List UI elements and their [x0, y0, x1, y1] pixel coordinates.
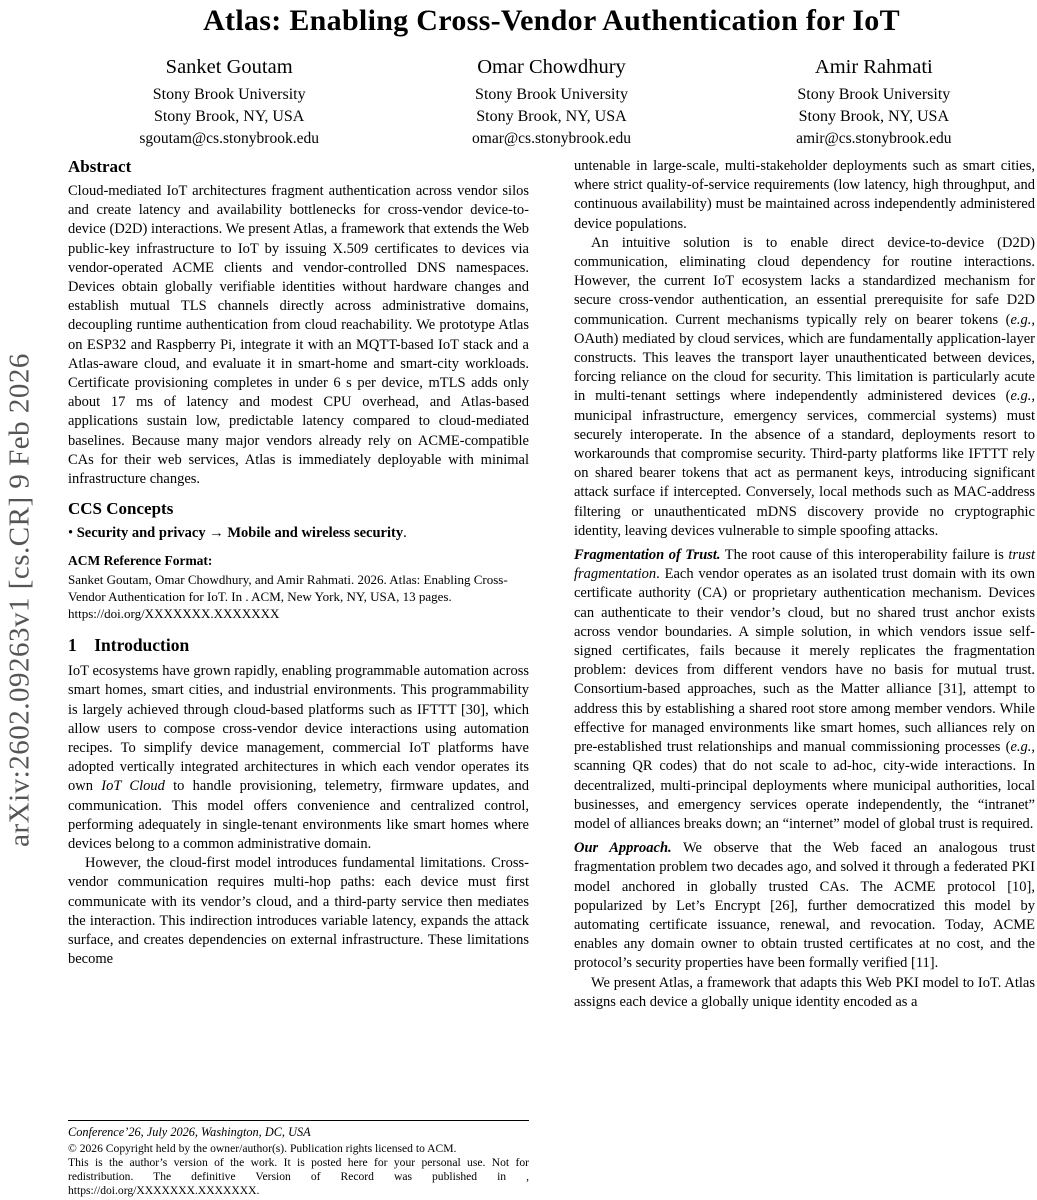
author-location: Stony Brook, NY, USA — [153, 108, 305, 125]
version-note: This is the author’s version of the work. It is posted here for your personal use. Not for redistribution. The definitive Version of Record was published in , https://doi.org/XXXXXXX.XXXXXXX. — [68, 1156, 529, 1198]
footnote-rule — [68, 1120, 529, 1121]
continuation-paragraph: untenable in large-scale, multi-stakeholder deployments such as smart cities, where strict quality-of-service requirements (low latency, high throughput, and continuous availability) must be maintained across independently administered device populations. — [574, 158, 1035, 232]
paper-header — [68, 0, 1035, 150]
atlas-paragraph: We present Atlas, a framework that adapts this Web PKI model to IoT. Atlas assigns each device a globally unique identity encoded as a — [574, 974, 1035, 1010]
introduction-heading: 1 Introduction — [68, 635, 190, 656]
paper-title: Atlas: Enabling Cross-Vendor Authentication for IoT — [203, 4, 900, 37]
author-name: Omar Chowdhury — [477, 56, 626, 78]
author-email[interactable]: sgoutam@cs.stonybrook.edu — [139, 130, 319, 147]
approach-paragraph: Our Approach. We observe that the Web faced an analogous trust fragmentation problem two decades ago, and solved it through a federated PKI model anchored in globally trusted CAs. The ACME protocol [10], popularized by Let’s Encrypt [26], further democratized this model by automating certificate issuance, renewal, and revocation. Today, ACME enables any domain owner to obtain trusted certificates at no cost, and the protocol’s security properties have been formally verified [11]. — [574, 840, 1035, 972]
two-column-body — [68, 157, 1035, 1200]
fragmentation-paragraph: Fragmentation of Trust. The root cause of this interoperability failure is trust fragmentation. Each vendor operates as an isolated trust domain with its own certificate authority (CA) or proprietary authentication mechanism. Devices can authenticate to their vendor’s cloud, but no shared trust anchor exists across vendor boundaries. A simple solution, in which vendors issue self-signed certificates, fails because it merely replicates the fragmentation problem: devices from different vendors have no basis for mutual trust. Consortium-based approaches, such as the Matter alliance [31], attempt to address this by establishing a shared root store among member vendors. While effective for managed environments like smart homes, such alliances rely on pre-established trust relationships and manual commissioning processes (e.g., scanning QR codes) that do not scale to ad-hoc, city-wide interactions. In decentralized, multi-principal deployments where municipal authorities, local businesses, and emergency services operate independently, the “intranet” model of alliances breaks down; an “internet” model of global trust is required. — [574, 547, 1035, 832]
author-block — [713, 56, 1035, 150]
author-location: Stony Brook, NY, USA — [798, 108, 950, 125]
arxiv-watermark: arXiv:2602.09263v1 [cs.CR] 9 Feb 2026 — [3, 353, 36, 847]
author-affiliation: Stony Brook University — [797, 86, 951, 103]
authors-row — [68, 56, 1035, 150]
footnote-block — [68, 1120, 529, 1198]
left-column — [68, 157, 529, 1200]
author-block — [68, 56, 390, 150]
doi-link[interactable]: https://doi.org/XXXXXXX.XXXXXXX — [68, 605, 280, 621]
right-column — [574, 157, 1035, 1200]
acm-reference-text: Sanket Goutam, Omar Chowdhury, and Amir Rahmati. 2026. Atlas: Enabling Cross-Vendor Authentication for IoT. In . ACM, New York, NY, USA, 13 pages. — [68, 572, 508, 605]
author-location: Stony Brook, NY, USA — [476, 108, 627, 125]
intro-paragraph-2: However, the cloud-first model introduces fundamental limitations. Cross-vendor communication requires multi-hop paths: each device must first communicate with its vendor’s cloud, and a third-party service then mediates the interaction. This indirection introduces variable latency, expands the attack surface, and creates dependencies on external infrastructure. These limitations become — [68, 855, 529, 968]
author-email[interactable]: amir@cs.stonybrook.edu — [796, 130, 952, 147]
acm-reference-heading: ACM Reference Format: — [68, 553, 213, 569]
author-email[interactable]: omar@cs.stonybrook.edu — [472, 130, 631, 147]
d2d-paragraph: An intuitive solution is to enable direct device-to-device (D2D) communication, eliminating cloud dependency for routine interactions. However, the current IoT ecosystem lacks a standardized mechanism for secure cross-vendor authentication, an essential prerequisite for safe D2D communication. Current mechanisms typically rely on bearer tokens (e.g., OAuth) mediated by cloud services, which are fundamentally application-layer constructs. This leaves the transport layer unauthenticated between devices, forcing reliance on the cloud for security. This limitation is particularly acute in multi-tenant settings where independently administered devices (e.g., municipal infrastructure, emergency services, commercial systems) must securely interoperate. In the absence of a standard, deployments resort to workarounds that compromise security. Third-party platforms like IFTTT rely on shared bearer tokens that act as permanent keys, introducing significant attack surface if intercepted. Conversely, local methods such as MAC-address filtering or unauthenticated mDNS discovery provide no cryptographic identity, leaving devices vulnerable to simple spoofing attacks. — [574, 234, 1035, 539]
conference-note: Conference’26, July 2026, Washington, DC, USA — [68, 1125, 311, 1140]
author-affiliation: Stony Brook University — [152, 86, 306, 103]
ccs-heading: CCS Concepts — [68, 499, 174, 519]
abstract-heading: Abstract — [68, 157, 132, 176]
author-block — [390, 56, 712, 150]
author-name: Amir Rahmati — [814, 56, 933, 78]
ccs-text: • Security and privacy → Mobile and wireless security. — [68, 525, 407, 542]
author-affiliation: Stony Brook University — [475, 86, 628, 103]
copyright-note: © 2026 Copyright held by the owner/author(s). Publication rights licensed to ACM. — [68, 1142, 457, 1156]
author-name: Sanket Goutam — [165, 56, 293, 78]
intro-paragraph-1: IoT ecosystems have grown rapidly, enabling programmable automation across smart homes, smart cities, and industrial environments. This programmability is largely achieved through cloud-based platforms such as IFTTT [30], which allow users to compose cross-vendor device interactions using automation recipes. To simplify device management, commercial IoT platforms have adopted vertically integrated architectures in which each vendor operates its own IoT Cloud to handle provisioning, telemetry, firmware updates, and communication. This model offers convenience and centralized control, performing adequately in single-tenant environments like smart homes where devices belong to a common administrative domain. — [68, 663, 529, 853]
abstract-text: Cloud-mediated IoT architectures fragment authentication across vendor silos and create latency and availability bottlenecks for cross-vendor device-to-device (D2D) interactions. We present Atlas, a framework that extends the Web public-key infrastructure to IoT by issuing X.509 certificates to devices via vendor-operated ACME clients and vendor-controlled DNS namespaces. Devices obtain globally verifiable identities without hardware changes and establish mutual TLS channels directly across administrative domains, decoupling runtime authentication from cloud reachability. We prototype Atlas on ESP32 and Raspberry Pi, integrate it with an MQTT-based IoT stack and a Atlas-aware cloud, and evaluate it in smart-home and smart-city workloads. Certificate provisioning completes in under 6 s per device, mTLS adds only about 17 ms of latency and modest CPU overhead, and Atlas-based applications sustain low, predictable latency compared to cloud-mediated baselines. Because many major vendors already rely on ACME-compatible CAs for their web services, Atlas is immediately deployable with minimal infrastructure changes. — [68, 183, 529, 488]
